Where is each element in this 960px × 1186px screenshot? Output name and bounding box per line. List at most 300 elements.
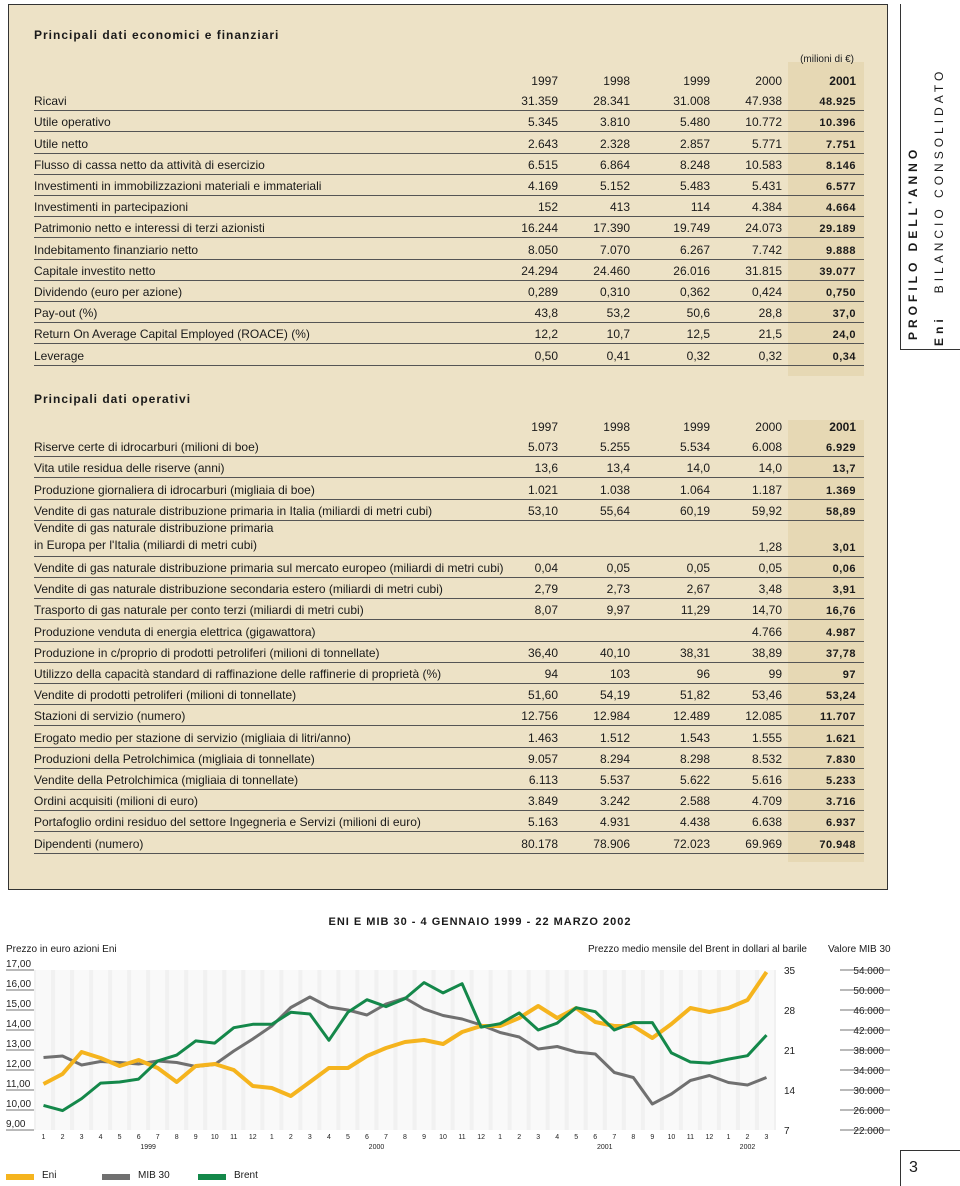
row-label: Produzioni della Petrolchimica (migliaia di tonnellate) bbox=[34, 751, 315, 766]
row-label: Stazioni di servizio (numero) bbox=[34, 709, 186, 724]
row-label: Ricavi bbox=[34, 94, 67, 109]
table-row bbox=[34, 323, 864, 344]
value-cell: 6.008 bbox=[751, 440, 782, 455]
sidebar-report-name: BILANCIO CONSOLIDATO bbox=[932, 67, 946, 294]
value-cell: 12.984 bbox=[593, 709, 630, 724]
value-cell: 8.294 bbox=[599, 751, 630, 766]
value-cell: 0,362 bbox=[679, 284, 710, 299]
value-cell: 0,04 bbox=[534, 560, 558, 575]
chart-title: ENI E MIB 30 - 4 GENNAIO 1999 - 22 MARZO 2002 bbox=[328, 916, 632, 928]
month-band bbox=[759, 970, 774, 1130]
value-cell: 3,91 bbox=[832, 584, 856, 597]
month-band bbox=[150, 970, 165, 1130]
value-cell: 0,289 bbox=[527, 284, 558, 299]
month-band bbox=[417, 970, 432, 1130]
value-cell: 94 bbox=[544, 666, 558, 681]
value-cell: 47.938 bbox=[745, 94, 782, 109]
row-label: Portafoglio ordini residuo del settore Ingegneria e Servizi (milioni di euro) bbox=[34, 815, 421, 830]
month-tick-label: 9 bbox=[422, 1134, 426, 1141]
value-cell: 5.771 bbox=[751, 136, 782, 151]
table-row bbox=[34, 748, 864, 769]
month-band bbox=[645, 970, 660, 1130]
row-label: Vendite di gas naturale distribuzione primaria in Italia (miliardi di metri cubi) bbox=[34, 503, 433, 518]
month-tick-label: 10 bbox=[667, 1134, 676, 1141]
value-cell: 13,4 bbox=[606, 461, 630, 476]
value-cell: 1.621 bbox=[825, 732, 856, 745]
left-tick-label: 13,00 bbox=[6, 1039, 32, 1050]
row-label: Leverage bbox=[34, 348, 85, 363]
value-cell: 8,07 bbox=[534, 603, 558, 618]
value-cell: 43,8 bbox=[534, 306, 558, 321]
row-label: Flusso di cassa netto da attività di esercizio bbox=[34, 157, 265, 172]
value-cell: 413 bbox=[609, 200, 630, 215]
value-cell: 24.073 bbox=[745, 221, 782, 236]
value-cell: 12,2 bbox=[534, 327, 558, 342]
month-tick-label: 7 bbox=[384, 1134, 388, 1141]
value-cell: 1.543 bbox=[679, 730, 710, 745]
month-tick-label: 4 bbox=[326, 1134, 331, 1141]
year-header: 1998 bbox=[603, 74, 630, 88]
table-row bbox=[34, 769, 864, 790]
value-cell: 1.512 bbox=[599, 730, 630, 745]
value-cell: 28,8 bbox=[758, 306, 782, 321]
legend-label-eni: Eni bbox=[42, 1170, 57, 1181]
value-cell: 7.751 bbox=[825, 138, 856, 151]
value-cell: 0,32 bbox=[758, 348, 782, 363]
value-cell: 152 bbox=[537, 200, 558, 215]
month-tick-label: 6 bbox=[136, 1134, 141, 1141]
value-cell: 69.969 bbox=[745, 836, 782, 851]
month-tick-label: 11 bbox=[458, 1134, 466, 1141]
economic-title: Principali dati economici e finanziari bbox=[34, 28, 280, 42]
value-cell: 36,40 bbox=[527, 645, 558, 660]
value-cell: 8.050 bbox=[527, 242, 558, 257]
month-tick-label: 4 bbox=[98, 1134, 103, 1141]
table-row bbox=[34, 500, 864, 521]
value-cell: 4.709 bbox=[751, 794, 782, 809]
value-cell: 2,73 bbox=[606, 582, 630, 597]
month-tick-label: 7 bbox=[612, 1134, 617, 1141]
value-cell: 6.267 bbox=[679, 242, 710, 257]
left-tick-label: 10,00 bbox=[6, 1099, 32, 1110]
value-cell: 114 bbox=[690, 200, 710, 215]
table-row bbox=[34, 684, 864, 705]
year-header: 2000 bbox=[755, 74, 782, 88]
value-cell: 1.021 bbox=[527, 482, 558, 497]
page-number: 3 bbox=[900, 1150, 960, 1186]
brent-tick-label: 21 bbox=[784, 1046, 796, 1057]
month-tick-label: 1 bbox=[726, 1134, 731, 1141]
value-cell: 1.369 bbox=[825, 484, 856, 497]
year-header: 1997 bbox=[531, 420, 558, 434]
row-label: Vendite di gas naturale distribuzione primaria sul mercato europeo (miliardi di metri cubi) bbox=[34, 560, 504, 575]
month-band bbox=[207, 970, 222, 1130]
row-label: Capitale investito netto bbox=[34, 263, 156, 278]
brent-tick-label: 28 bbox=[784, 1006, 796, 1017]
month-tick-label: 6 bbox=[364, 1134, 369, 1141]
value-cell: 5.534 bbox=[679, 440, 710, 455]
month-tick-label: 5 bbox=[574, 1134, 579, 1141]
value-cell: 5.163 bbox=[527, 815, 558, 830]
month-band bbox=[340, 970, 355, 1130]
table-row bbox=[34, 599, 864, 620]
value-cell: 0,34 bbox=[832, 350, 856, 363]
right-tick-label: 46.000 bbox=[853, 1006, 884, 1017]
value-cell: 8.248 bbox=[679, 157, 710, 172]
table-row bbox=[34, 811, 864, 832]
year-header: 1999 bbox=[683, 420, 710, 434]
month-tick-label: 12 bbox=[477, 1134, 486, 1141]
value-cell: 5.255 bbox=[599, 440, 630, 455]
row-label: Vendite di prodotti petroliferi (milioni di tonnellate) bbox=[34, 688, 297, 703]
table-row bbox=[34, 790, 864, 811]
month-tick-label: 3 bbox=[79, 1134, 84, 1141]
month-tick-label: 2 bbox=[517, 1134, 522, 1141]
value-cell: 6.577 bbox=[825, 180, 856, 193]
value-cell: 54,19 bbox=[599, 688, 630, 703]
table-row bbox=[34, 521, 864, 557]
table-row bbox=[34, 726, 864, 747]
row-label: Riserve certe di idrocarburi (milioni di boe) bbox=[34, 440, 259, 455]
right-tick-label: 30.000 bbox=[853, 1086, 884, 1097]
legend-swatch-eni bbox=[6, 1174, 34, 1180]
value-cell: 31.008 bbox=[673, 94, 710, 109]
value-cell: 80.178 bbox=[521, 836, 558, 851]
row-label: Produzione giornaliera di idrocarburi (migliaia di boe) bbox=[34, 482, 315, 497]
table-row bbox=[34, 217, 864, 238]
sidebar-section-title: PROFILO DELL'ANNO bbox=[906, 145, 920, 340]
month-tick-label: 5 bbox=[345, 1134, 350, 1141]
row-label: Investimenti in partecipazioni bbox=[34, 200, 189, 215]
sidebar-brand: Eni bbox=[932, 315, 946, 346]
value-cell: 0,424 bbox=[751, 284, 782, 299]
value-cell: 51,82 bbox=[679, 688, 710, 703]
month-band bbox=[474, 970, 489, 1130]
right-tick-label: 26.000 bbox=[853, 1106, 884, 1117]
month-band bbox=[74, 970, 89, 1130]
month-tick-label: 1 bbox=[498, 1134, 503, 1141]
value-cell: 1.555 bbox=[751, 730, 782, 745]
value-cell: 4.169 bbox=[527, 178, 558, 193]
right-tick-label: 22.000 bbox=[853, 1126, 884, 1137]
value-cell: 3.849 bbox=[527, 794, 558, 809]
value-cell: 11,29 bbox=[680, 603, 710, 618]
value-cell: 17.390 bbox=[593, 221, 630, 236]
value-cell: 9.888 bbox=[825, 244, 856, 257]
value-cell: 38,31 bbox=[679, 645, 710, 660]
row-label: Vendite della Petrolchimica (migliaia di tonnellate) bbox=[34, 772, 299, 787]
value-cell: 0,06 bbox=[832, 562, 856, 575]
value-cell: 19.749 bbox=[673, 221, 710, 236]
row-label: Vita utile residua delle riserve (anni) bbox=[34, 461, 225, 476]
right-tick-label: 50.000 bbox=[853, 986, 884, 997]
value-cell: 31.815 bbox=[745, 263, 782, 278]
legend-label-mib: MIB 30 bbox=[138, 1170, 170, 1181]
row-label: Erogato medio per stazione di servizio (migliaia di litri/anno) bbox=[34, 730, 351, 745]
row-label: Pay-out (%) bbox=[34, 306, 98, 321]
month-tick-label: 8 bbox=[174, 1134, 179, 1141]
value-cell: 72.023 bbox=[673, 836, 710, 851]
right-tick-label: 38.000 bbox=[853, 1046, 884, 1057]
left-tick-label: 11,00 bbox=[6, 1079, 31, 1090]
table-row bbox=[34, 344, 864, 365]
year-header: 1998 bbox=[603, 420, 630, 434]
month-band bbox=[93, 970, 108, 1130]
month-tick-label: 2 bbox=[745, 1134, 750, 1141]
left-tick-label: 9,00 bbox=[6, 1119, 26, 1130]
left-tick-label: 12,00 bbox=[6, 1059, 32, 1070]
value-cell: 24,0 bbox=[832, 329, 856, 342]
month-tick-label: 11 bbox=[230, 1134, 238, 1141]
value-cell: 5.345 bbox=[527, 115, 558, 130]
row-label: Trasporto di gas naturale per conto terzi (miliardi di metri cubi) bbox=[34, 603, 364, 618]
value-cell: 6.864 bbox=[599, 157, 630, 172]
row-label bbox=[34, 520, 273, 554]
table-row bbox=[34, 578, 864, 599]
sidebar-report-title bbox=[932, 68, 946, 346]
value-cell: 1.038 bbox=[599, 482, 630, 497]
month-tick-label: 3 bbox=[536, 1134, 541, 1141]
value-cell: 5.431 bbox=[751, 178, 782, 193]
month-tick-label: 2 bbox=[60, 1134, 65, 1141]
value-cell: 7.742 bbox=[751, 242, 782, 257]
value-cell: 2.588 bbox=[679, 794, 710, 809]
table-row bbox=[34, 557, 864, 578]
year-header: 1997 bbox=[531, 74, 558, 88]
value-cell: 53,10 bbox=[527, 503, 558, 518]
month-tick-label: 6 bbox=[593, 1134, 598, 1141]
value-cell: 28.341 bbox=[593, 94, 630, 109]
value-cell: 4.664 bbox=[825, 202, 856, 215]
value-cell: 3,48 bbox=[758, 582, 782, 597]
value-cell: 10.772 bbox=[745, 115, 782, 130]
month-tick-label: 2 bbox=[288, 1134, 293, 1141]
row-label: Return On Average Capital Employed (ROACE) (%) bbox=[34, 327, 310, 342]
month-tick-label: 1 bbox=[41, 1134, 46, 1141]
value-cell: 5.152 bbox=[599, 178, 630, 193]
unit-note: (milioni di €) bbox=[800, 54, 854, 65]
value-cell: 99 bbox=[768, 666, 782, 681]
right-tick-label: 34.000 bbox=[853, 1066, 884, 1077]
right-tick-label: 54.000 bbox=[853, 966, 884, 977]
value-cell: 7.070 bbox=[599, 242, 630, 257]
row-label: Ordini acquisiti (milioni di euro) bbox=[34, 794, 199, 809]
table-row bbox=[34, 663, 864, 684]
value-cell: 5.233 bbox=[825, 774, 856, 787]
value-cell: 38,89 bbox=[751, 645, 782, 660]
value-cell: 60,19 bbox=[679, 503, 710, 518]
value-cell: 13,6 bbox=[534, 461, 558, 476]
table-row bbox=[34, 260, 864, 281]
month-band bbox=[302, 970, 317, 1130]
month-band bbox=[283, 970, 298, 1130]
year-header: 2000 bbox=[755, 420, 782, 434]
year-tick-label: 1999 bbox=[140, 1144, 156, 1151]
value-cell: 4.766 bbox=[751, 624, 782, 639]
operating-title: Principali dati operativi bbox=[34, 392, 192, 406]
value-cell: 59,92 bbox=[751, 503, 782, 518]
month-tick-label: 5 bbox=[117, 1134, 122, 1141]
row-label: Produzione in c/proprio di prodotti petroliferi (milioni di tonnellate) bbox=[34, 645, 380, 660]
value-cell: 24.460 bbox=[593, 263, 630, 278]
value-cell: 53,46 bbox=[751, 688, 782, 703]
value-cell: 1.064 bbox=[679, 482, 710, 497]
value-cell: 5.622 bbox=[679, 772, 710, 787]
year-header: 1999 bbox=[683, 74, 710, 88]
value-cell: 55,64 bbox=[599, 503, 630, 518]
value-cell: 14,70 bbox=[751, 603, 782, 618]
row-label-line: Vendite di gas naturale distribuzione primaria bbox=[34, 520, 274, 535]
value-cell: 48.925 bbox=[819, 96, 856, 109]
table-row bbox=[34, 620, 864, 641]
row-label: Patrimonio netto e interessi di terzi azionisti bbox=[34, 221, 265, 236]
row-label: Utile netto bbox=[34, 136, 89, 151]
value-cell: 39.077 bbox=[819, 265, 856, 278]
month-band bbox=[626, 970, 641, 1130]
value-cell: 10,7 bbox=[606, 327, 630, 342]
row-label: Utile operativo bbox=[34, 115, 111, 130]
table-row bbox=[34, 90, 864, 111]
month-band bbox=[264, 970, 279, 1130]
month-band bbox=[702, 970, 717, 1130]
value-cell: 16,76 bbox=[825, 605, 856, 618]
value-cell: 4.384 bbox=[751, 200, 782, 215]
month-band bbox=[321, 970, 336, 1130]
month-tick-label: 3 bbox=[764, 1134, 769, 1141]
value-cell: 12,5 bbox=[686, 327, 710, 342]
year-tick-label: 2002 bbox=[739, 1144, 756, 1151]
value-cell: 0,41 bbox=[606, 348, 630, 363]
value-cell: 53,2 bbox=[606, 306, 630, 321]
month-tick-label: 7 bbox=[155, 1134, 160, 1141]
value-cell: 51,60 bbox=[527, 688, 558, 703]
value-cell: 3.242 bbox=[599, 794, 630, 809]
value-cell: 2,67 bbox=[686, 582, 710, 597]
month-band bbox=[683, 970, 698, 1130]
right-tick-label: 42.000 bbox=[853, 1026, 884, 1037]
month-tick-label: 12 bbox=[248, 1134, 257, 1141]
month-tick-label: 8 bbox=[631, 1134, 636, 1141]
row-label: Dividendo (euro per azione) bbox=[34, 284, 183, 299]
value-cell: 0,05 bbox=[758, 560, 782, 575]
value-cell: 14,0 bbox=[758, 461, 782, 476]
value-cell: 12.489 bbox=[673, 709, 710, 724]
value-cell: 70.948 bbox=[819, 838, 856, 851]
value-cell: 78.906 bbox=[593, 836, 630, 851]
month-band bbox=[550, 970, 565, 1130]
value-cell: 0,310 bbox=[599, 284, 630, 299]
table-row bbox=[34, 302, 864, 323]
table-row bbox=[34, 196, 864, 217]
value-cell: 6.113 bbox=[528, 772, 558, 787]
right-axis-title: Valore MIB 30 bbox=[828, 944, 891, 955]
value-cell: 1.463 bbox=[527, 730, 558, 745]
table-row bbox=[34, 478, 864, 499]
month-tick-label: 10 bbox=[210, 1134, 219, 1141]
value-cell: 53,24 bbox=[825, 690, 856, 703]
value-cell: 5.073 bbox=[527, 440, 558, 455]
table-row bbox=[34, 111, 864, 132]
value-cell: 6.515 bbox=[527, 157, 558, 172]
left-tick-label: 14,00 bbox=[6, 1019, 32, 1030]
value-cell: 5.616 bbox=[751, 772, 782, 787]
table-row bbox=[34, 705, 864, 726]
table-row bbox=[34, 238, 864, 259]
value-cell: 5.537 bbox=[599, 772, 630, 787]
row-label-line: in Europa per l'Italia (miliardi di metri cubi) bbox=[34, 537, 258, 552]
month-tick-label: 9 bbox=[650, 1134, 655, 1141]
value-cell: 0,750 bbox=[825, 286, 856, 299]
value-cell: 31.359 bbox=[521, 94, 558, 109]
month-band bbox=[588, 970, 603, 1130]
left-tick-label: 17,00 bbox=[6, 960, 32, 970]
value-cell: 12.756 bbox=[521, 709, 558, 724]
value-cell: 1.187 bbox=[751, 482, 782, 497]
value-cell: 10.396 bbox=[819, 117, 856, 130]
month-band bbox=[188, 970, 203, 1130]
value-cell: 21,5 bbox=[758, 327, 782, 342]
month-tick-label: 3 bbox=[307, 1134, 312, 1141]
value-cell: 4.987 bbox=[825, 626, 856, 639]
value-cell: 7.830 bbox=[825, 753, 856, 766]
value-cell: 4.931 bbox=[599, 815, 630, 830]
legend-label-brent: Brent bbox=[234, 1170, 258, 1181]
value-cell: 3,01 bbox=[832, 541, 856, 554]
value-cell: 37,78 bbox=[825, 647, 856, 660]
year-header: 2001 bbox=[829, 74, 856, 88]
value-cell: 8.298 bbox=[679, 751, 710, 766]
value-cell: 2,79 bbox=[534, 582, 558, 597]
value-cell: 2.328 bbox=[599, 136, 630, 151]
row-label: Dipendenti (numero) bbox=[34, 836, 144, 851]
month-band bbox=[112, 970, 127, 1130]
value-cell: 12.085 bbox=[745, 709, 782, 724]
table-row bbox=[34, 175, 864, 196]
table-row bbox=[34, 436, 864, 457]
value-cell: 96 bbox=[696, 666, 710, 681]
value-cell: 26.016 bbox=[673, 263, 710, 278]
month-band bbox=[664, 970, 679, 1130]
value-cell: 13,7 bbox=[832, 463, 856, 476]
brent-tick-label: 14 bbox=[784, 1086, 796, 1097]
brent-tick-label: 7 bbox=[784, 1126, 790, 1137]
value-cell: 4.438 bbox=[679, 815, 710, 830]
value-cell: 8.532 bbox=[751, 751, 782, 766]
brent-tick-label: 35 bbox=[784, 966, 796, 977]
year-header: 2001 bbox=[829, 420, 856, 434]
year-tick-label: 2001 bbox=[596, 1144, 613, 1151]
value-cell: 9.057 bbox=[527, 751, 558, 766]
value-cell: 24.294 bbox=[521, 263, 558, 278]
value-cell: 11.707 bbox=[819, 711, 856, 724]
value-cell: 14,0 bbox=[686, 461, 710, 476]
left-tick-label: 16,00 bbox=[6, 979, 32, 990]
month-tick-label: 4 bbox=[555, 1134, 560, 1141]
value-cell: 2.857 bbox=[679, 136, 710, 151]
month-band bbox=[721, 970, 736, 1130]
table-row bbox=[34, 832, 864, 853]
month-tick-label: 1 bbox=[269, 1134, 274, 1141]
row-label: Produzione venduta di energia elettrica (gigawattora) bbox=[34, 624, 316, 639]
value-cell: 8.146 bbox=[825, 159, 856, 172]
value-cell: 0,32 bbox=[686, 348, 710, 363]
value-cell: 0,05 bbox=[686, 560, 710, 575]
value-cell: 1,28 bbox=[758, 539, 782, 554]
value-cell: 9,97 bbox=[606, 603, 630, 618]
value-cell: 10.583 bbox=[745, 157, 782, 172]
table-row bbox=[34, 642, 864, 663]
value-cell: 3.810 bbox=[599, 115, 630, 130]
